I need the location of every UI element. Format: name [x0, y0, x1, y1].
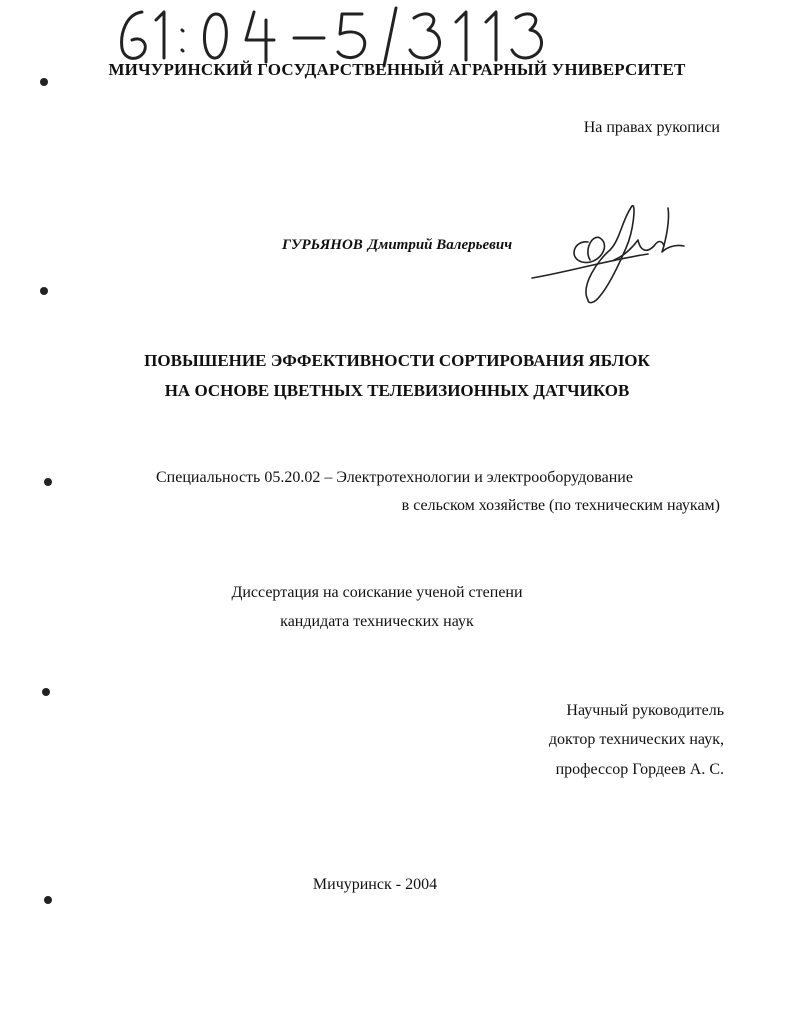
rights-note: На правах рукописи	[583, 119, 720, 136]
punch-mark	[42, 688, 50, 696]
specialty-line-1: Специальность 05.20.02 – Электротехнологии и электрооборудование	[156, 469, 633, 486]
supervisor-name: профессор Гордеев А. С.	[555, 761, 724, 778]
specialty-line-2: в сельском хозяйстве (по техническим наукам)	[401, 497, 720, 514]
author-surname: ГУРЬЯНОВ	[282, 237, 363, 253]
university-name: МИЧУРИНСКИЙ ГОСУДАРСТВЕННЫЙ АГРАРНЫЙ УНИВЕРСИТЕТ	[108, 60, 686, 79]
dissertation-title-line-2: НА ОСНОВЕ ЦВЕТНЫХ ТЕЛЕВИЗИОННЫХ ДАТЧИКОВ	[164, 381, 630, 400]
signature-graphic	[528, 200, 688, 310]
supervisor-degree: доктор технических наук,	[548, 731, 724, 748]
dissertation-title-line-1: ПОВЫШЕНИЕ ЭФФЕКТИВНОСТИ СОРТИРОВАНИЯ ЯБЛОК	[144, 351, 650, 370]
punch-mark	[40, 78, 48, 86]
punch-mark	[44, 478, 52, 486]
punch-mark	[40, 287, 48, 295]
author-name	[282, 237, 512, 254]
degree-line-1: Диссертация на соискание ученой степени	[231, 584, 523, 601]
supervisor-label: Научный руководитель	[566, 702, 724, 719]
city-year: Мичуринск - 2004	[312, 876, 438, 893]
degree-line-2: кандидата технических наук	[280, 613, 474, 630]
punch-mark	[44, 896, 52, 904]
author-given-names: Дмитрий Валерьевич	[367, 237, 513, 253]
